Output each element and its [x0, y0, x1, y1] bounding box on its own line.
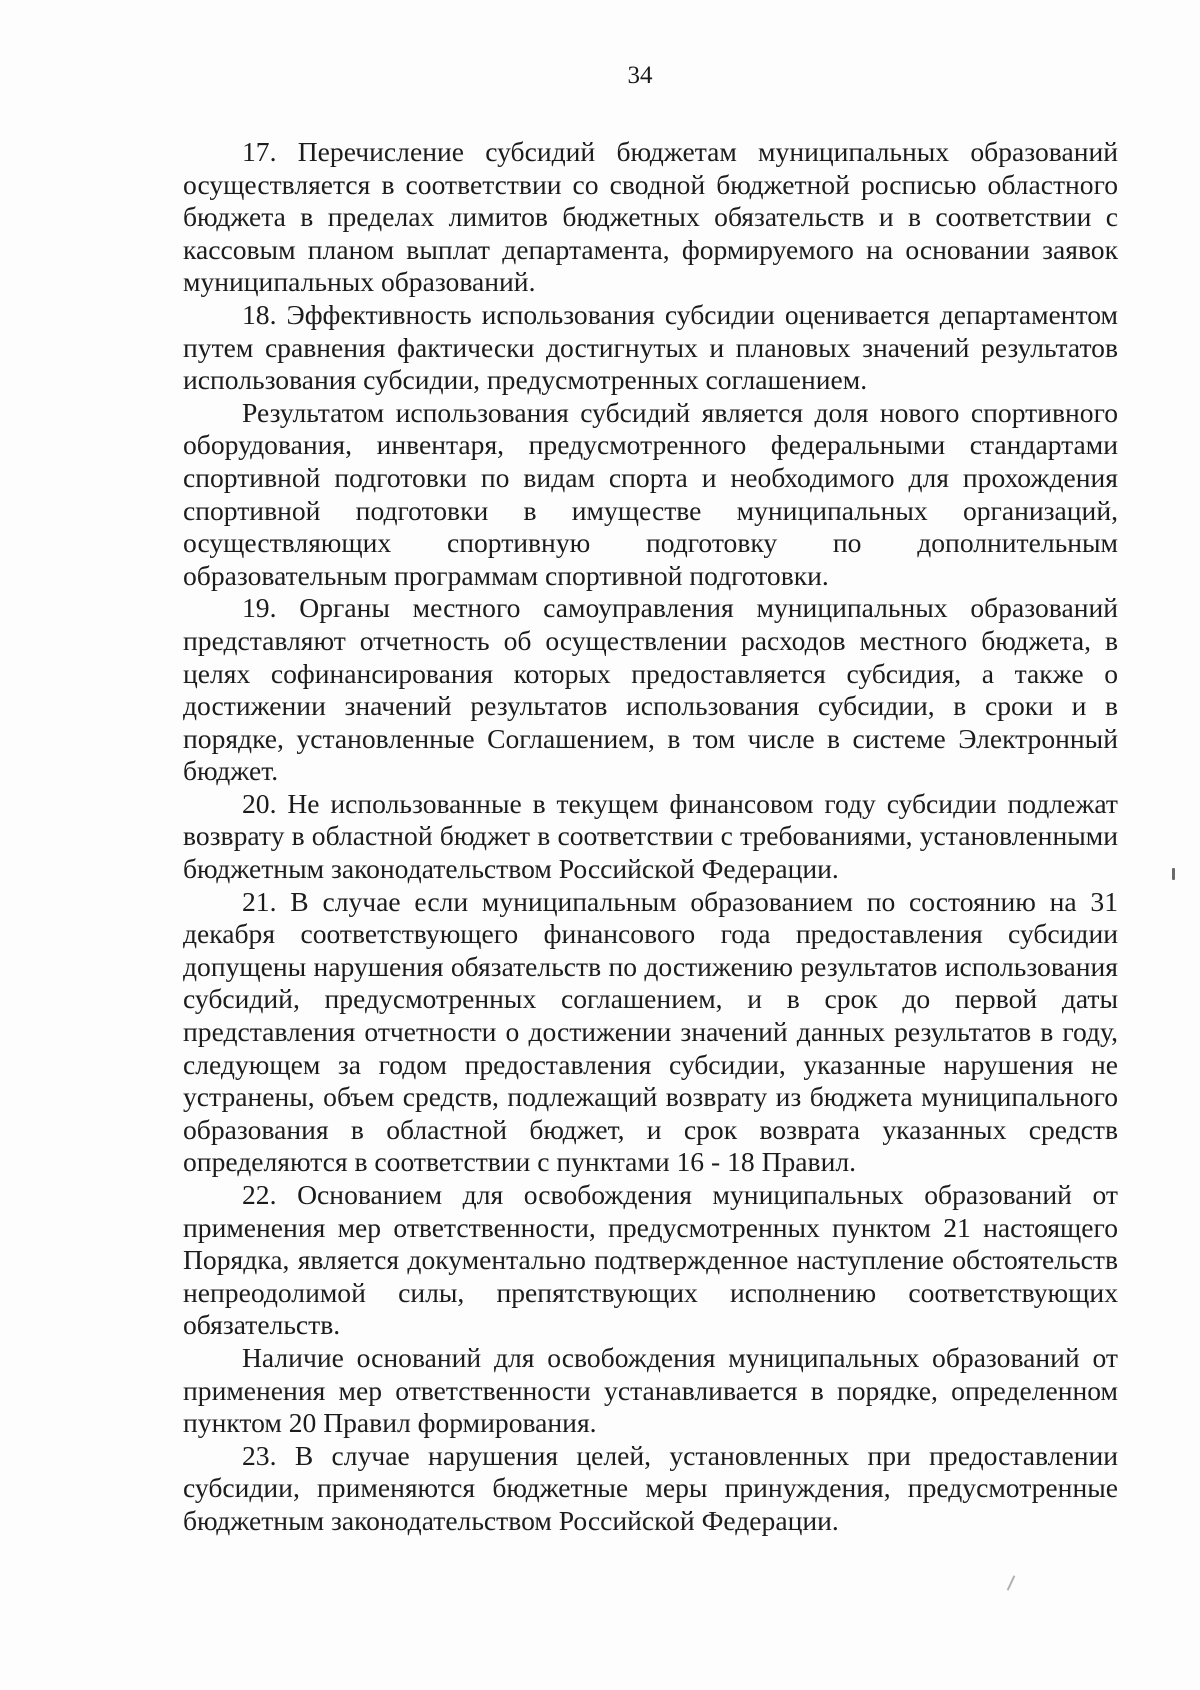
paragraph-21: 21. В случае если муниципальным образованием по состоянию на 31 декабря соответствующего финансового года предоставления субсидии допущены нарушения обязательств по достижению результатов использования субсидий, предусмотренных соглашением, и в срок до первой даты представления отчетности о достижении значений данных результатов в году, следующем за годом предоставления субсидии, указанные нарушения не устранены, объем средств, подлежащий возврату из бюджета муниципального образования в областной бюджет, и срок возврата указанных средств определяются в соответствии с пунктами 16 - 18 Правил. — [183, 885, 1118, 1178]
paragraph-20: 20. Не использованные в текущем финансовом году субсидии подлежат возврату в областной бюджет в соответствии с требованиями, установленными бюджетным законодательством Российской Федерации. — [183, 787, 1118, 885]
paragraph-result: Результатом использования субсидий является доля нового спортивного оборудования, инвентаря, предусмотренного федеральными стандартами спортивной подготовки по видам спорта и необходимого для прохождения спортивной подготовки в имуществе муниципальных организаций, осуществляющих спортивную подготовку по дополнительным образовательным программам спортивной подготовки. — [183, 396, 1118, 591]
paragraph-grounds: Наличие оснований для освобождения муниципальных образований от применения мер ответственности устанавливается в порядке, определенном пунктом 20 Правил формирования. — [183, 1341, 1118, 1439]
scan-speck-mark — [1172, 868, 1175, 880]
paragraph-18: 18. Эффективность использования субсидии оценивается департаментом путем сравнения фактически достигнутых и плановых значений результатов использования субсидии, предусмотренных соглашением. — [183, 298, 1118, 396]
page-number: 34 — [627, 62, 653, 89]
paragraph-23: 23. В случае нарушения целей, установленных при предоставлении субсидии, применяются бюджетные меры принуждения, предусмотренные бюджетным законодательством Российской Федерации. — [183, 1439, 1118, 1536]
document-body — [183, 136, 1118, 1538]
scan-tick-mark — [1007, 1575, 1016, 1590]
paragraph-17: 17. Перечисление субсидий бюджетам муниципальных образований осуществляется в соответствии со сводной бюджетной росписью областного бюджета в пределах лимитов бюджетных обязательств и в соответствии с кассовым планом выплат департамента, формируемого на основании заявок муниципальных образований. — [183, 136, 1118, 298]
paragraph-22: 22. Основанием для освобождения муниципальных образований от применения мер ответственности, предусмотренных пунктом 21 настоящего Порядка, является документально подтвержденное наступление обстоятельств непреодолимой силы, препятствующих исполнению соответствующих обязательств. — [183, 1179, 1118, 1341]
paragraph-19: 19. Органы местного самоуправления муниципальных образований представляют отчетность об осуществлении расходов местного бюджета, в целях софинансирования которых предоставляется субсидия, а также о достижении значений результатов использования субсидии, в сроки и в порядке, установленные Соглашением, в том числе в системе Электронный бюджет. — [183, 592, 1118, 787]
